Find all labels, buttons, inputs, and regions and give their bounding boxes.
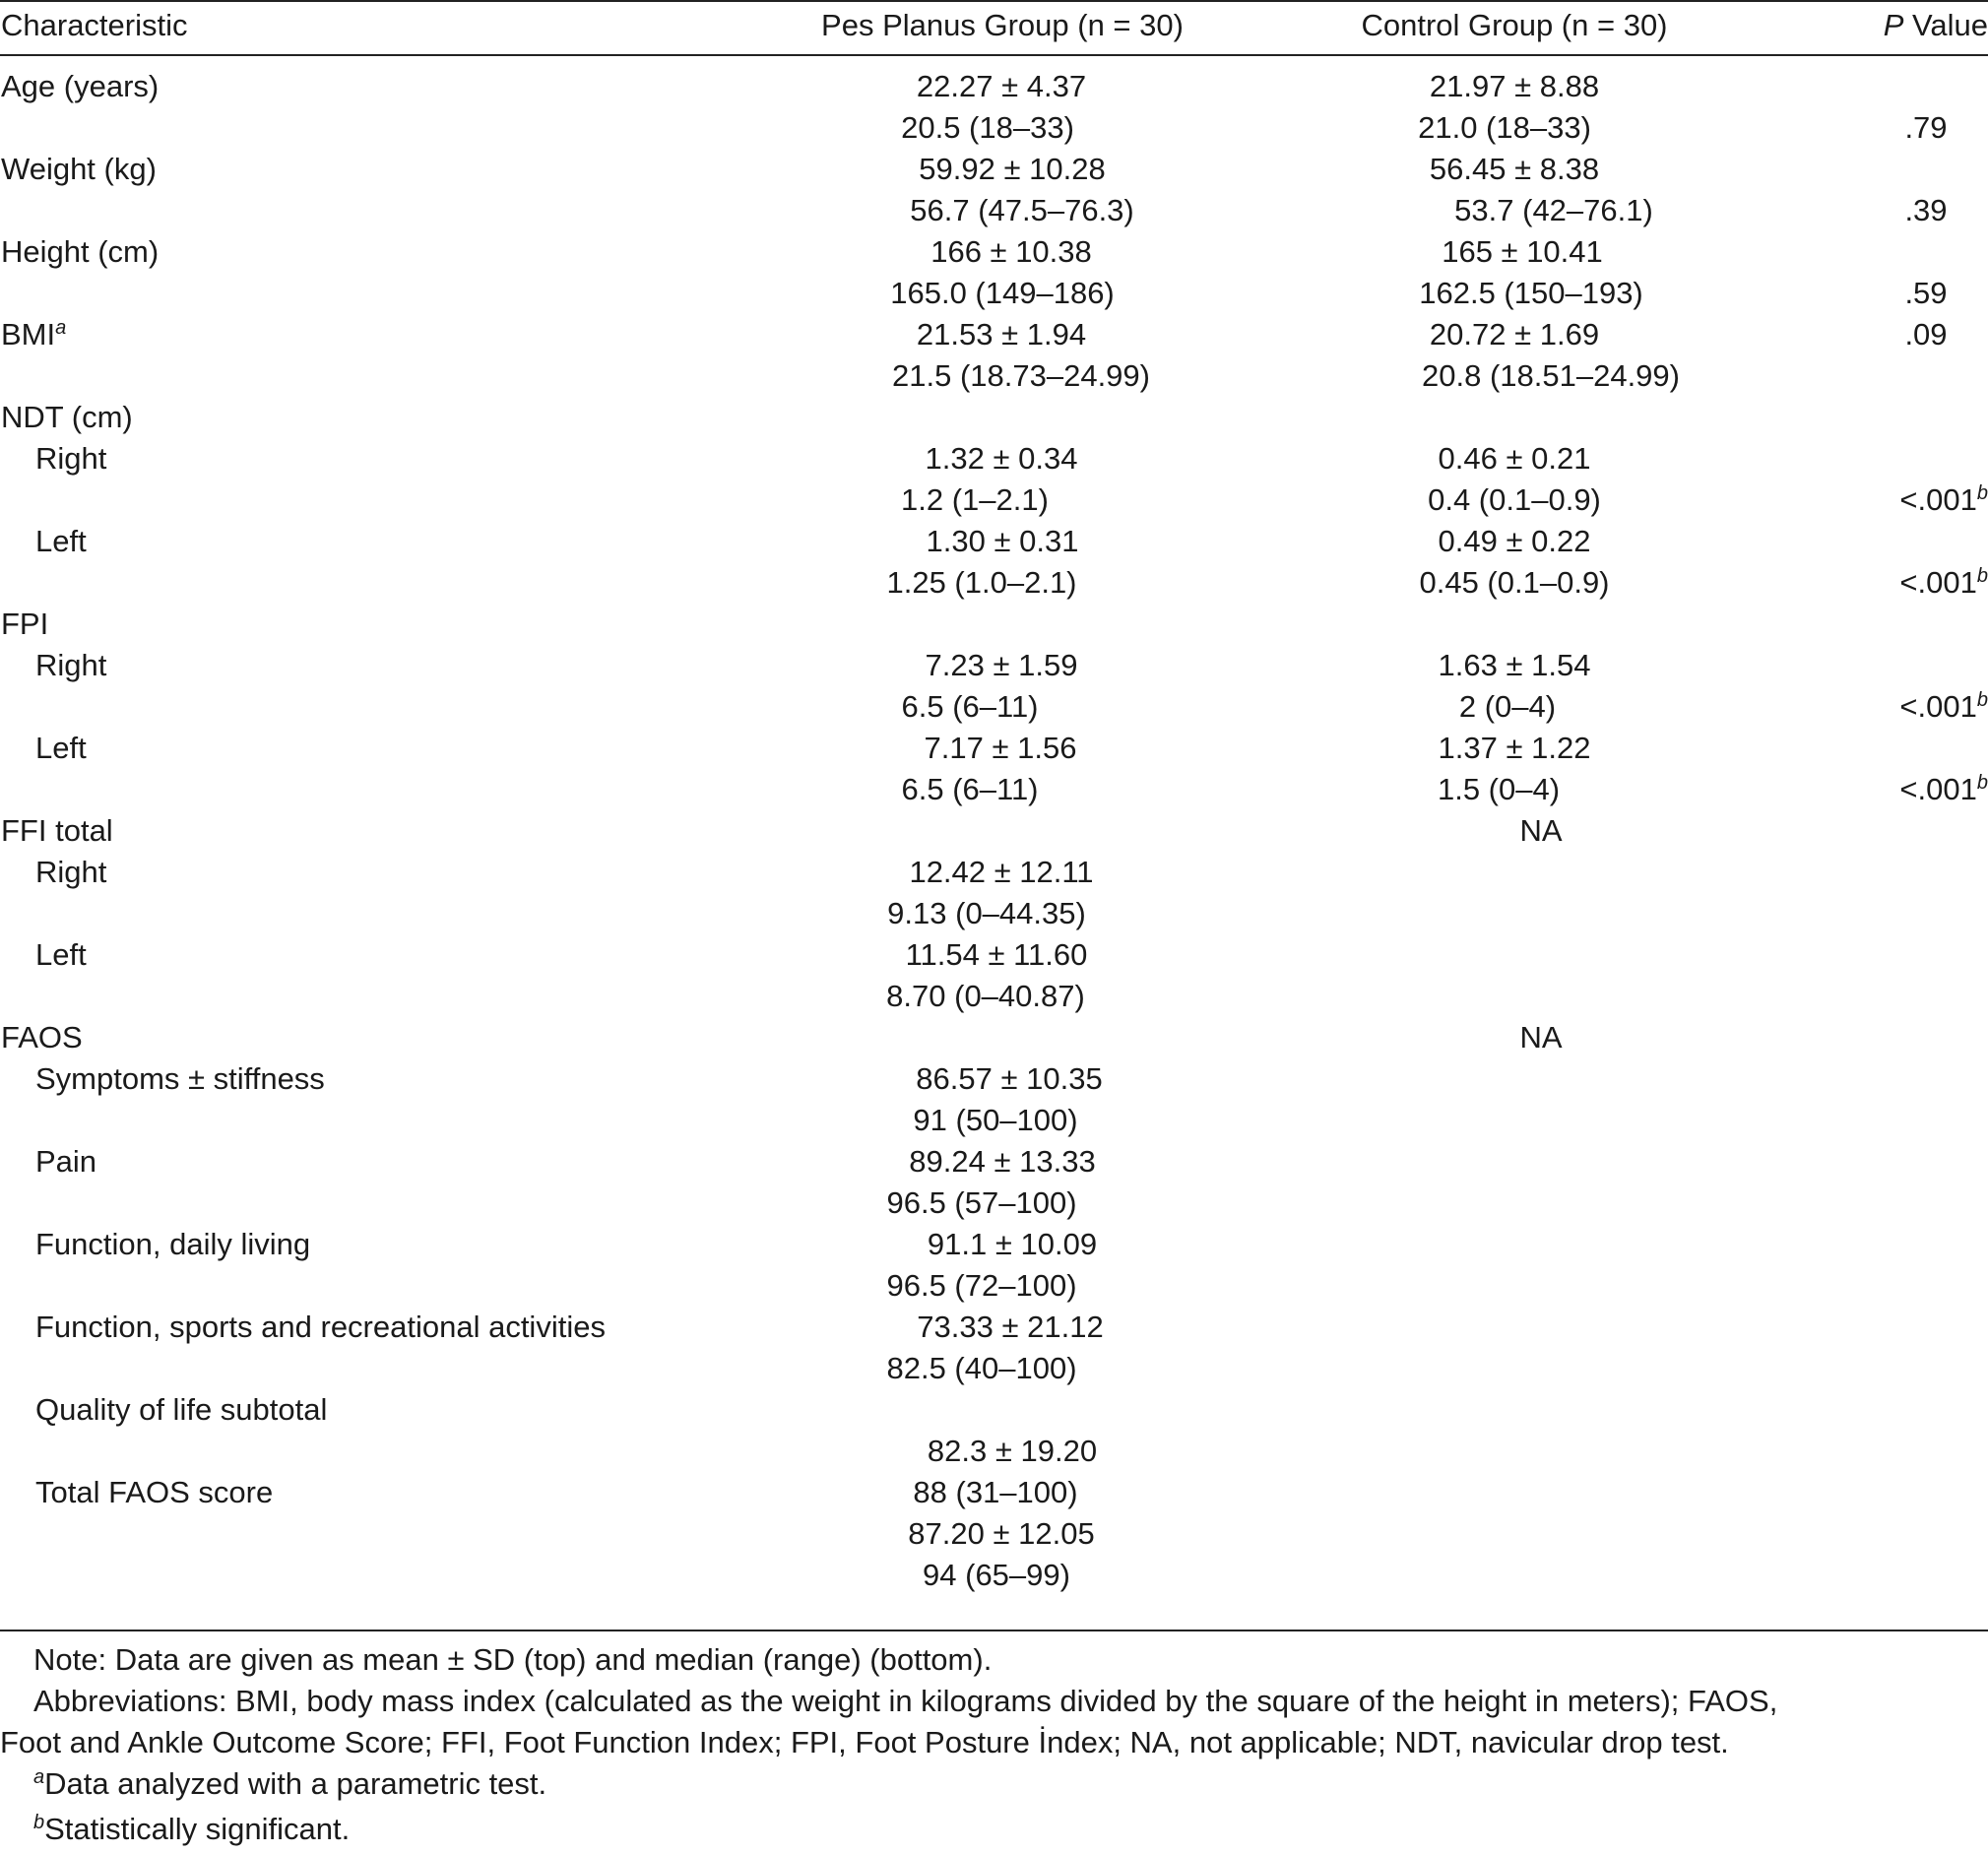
pes-planus-value: 56.7 (47.5–76.3) bbox=[910, 193, 1134, 227]
pes-planus-value: 1.25 (1.0–2.1) bbox=[886, 565, 1077, 600]
control-value: 1.5 (0–4) bbox=[1437, 772, 1561, 806]
pes-planus-value: 12.42 ± 12.11 bbox=[909, 855, 1094, 889]
pes-planus-value: 82.3 ± 19.20 bbox=[927, 1434, 1098, 1468]
row-label-text: Function, sports and recreational activities bbox=[35, 1310, 606, 1344]
pes-planus-value: 59.92 ± 10.28 bbox=[919, 152, 1106, 186]
pes-planus-value: 91 (50–100) bbox=[913, 1103, 1078, 1137]
row-label-text: FAOS bbox=[1, 1020, 83, 1055]
control-value: 0.46 ± 0.21 bbox=[1438, 441, 1591, 476]
footnote-a bbox=[0, 1763, 1988, 1809]
pes-planus-value: 6.5 (6–11) bbox=[901, 689, 1039, 724]
p-value bbox=[1899, 565, 1988, 605]
control-value: 56.45 ± 8.38 bbox=[1429, 152, 1600, 186]
header-p-rest: Value bbox=[1903, 8, 1988, 42]
row-label bbox=[1, 317, 66, 356]
pes-planus-value: 6.5 (6–11) bbox=[901, 772, 1039, 806]
row-label-text: Left bbox=[35, 731, 87, 765]
header-characteristic: Characteristic bbox=[1, 8, 188, 42]
control-value: 1.63 ± 1.54 bbox=[1438, 648, 1591, 682]
p-value-text: <.001 bbox=[1899, 565, 1977, 600]
row-label-text: FFI total bbox=[1, 813, 113, 848]
row-label bbox=[35, 1475, 273, 1510]
p-value-text: <.001 bbox=[1899, 772, 1977, 806]
header-p-value bbox=[1884, 8, 1988, 43]
control-value: 0.4 (0.1–0.9) bbox=[1428, 482, 1601, 517]
p-value-text: .59 bbox=[1904, 276, 1948, 310]
row-label bbox=[35, 1227, 310, 1262]
row-label-text: Symptoms ± stiffness bbox=[35, 1061, 325, 1096]
row-label bbox=[1, 813, 113, 849]
abbreviations-line-2: Foot and Ankle Outcome Score; FFI, Foot Function Index; FPI, Foot Posture İndex; NA, not applicable; NDT, navicular drop test. bbox=[0, 1725, 1729, 1759]
table-top-rule bbox=[0, 0, 1988, 2]
control-value: 1.37 ± 1.22 bbox=[1438, 731, 1591, 765]
pes-planus-value: 94 (65–99) bbox=[923, 1558, 1070, 1592]
pes-planus-value: 8.70 (0–40.87) bbox=[886, 979, 1085, 1013]
pes-planus-value: 96.5 (57–100) bbox=[886, 1185, 1077, 1220]
row-label-footnote-mark: a bbox=[55, 317, 67, 339]
row-label-text: BMI bbox=[1, 317, 56, 352]
control-value: 165 ± 10.41 bbox=[1442, 234, 1603, 269]
p-value bbox=[1899, 772, 1988, 811]
pes-planus-value: 9.13 (0–44.35) bbox=[887, 896, 1086, 930]
table-header-rule bbox=[0, 54, 1988, 56]
control-value: 53.7 (42–76.1) bbox=[1454, 193, 1653, 227]
pes-planus-value: 11.54 ± 11.60 bbox=[905, 937, 1088, 972]
p-value-text: <.001 bbox=[1899, 689, 1977, 724]
pes-planus-value: 87.20 ± 12.05 bbox=[908, 1516, 1095, 1551]
control-value: NA bbox=[1519, 813, 1563, 848]
pes-planus-value: 73.33 ± 21.12 bbox=[917, 1310, 1104, 1344]
pes-planus-value: 1.32 ± 0.34 bbox=[925, 441, 1078, 476]
p-value-text: <.001 bbox=[1899, 482, 1977, 517]
row-label bbox=[1, 400, 133, 435]
row-label-text: Left bbox=[35, 524, 87, 558]
pes-planus-value: 22.27 ± 4.37 bbox=[916, 69, 1087, 103]
control-value: NA bbox=[1519, 1020, 1563, 1055]
p-value bbox=[1904, 193, 1947, 228]
row-label bbox=[35, 1061, 325, 1097]
row-label-text: Right bbox=[35, 441, 107, 476]
p-value-text: .39 bbox=[1904, 193, 1948, 227]
pes-planus-value: 20.5 (18–33) bbox=[901, 110, 1074, 145]
row-label bbox=[35, 441, 106, 477]
pes-planus-value: 1.30 ± 0.31 bbox=[926, 524, 1079, 558]
p-value-text: .79 bbox=[1904, 110, 1948, 145]
control-value: 162.5 (150–193) bbox=[1419, 276, 1643, 310]
row-label bbox=[35, 731, 87, 766]
control-value: 20.8 (18.51–24.99) bbox=[1422, 358, 1680, 393]
row-label-text: Function, daily living bbox=[35, 1227, 311, 1261]
pes-planus-value: 21.5 (18.73–24.99) bbox=[892, 358, 1150, 393]
abbreviations-line-1: Abbreviations: BMI, body mass index (calculated as the weight in kilograms divided by the square of the height in meters); FAOS, bbox=[33, 1684, 1778, 1718]
row-label bbox=[1, 1020, 83, 1055]
pes-planus-value: 1.2 (1–2.1) bbox=[901, 482, 1049, 517]
row-label-text: Total FAOS score bbox=[35, 1475, 274, 1509]
header-pes-planus-group: Pes Planus Group (n = 30) bbox=[821, 8, 1184, 42]
row-label bbox=[1, 152, 157, 187]
footnote-b bbox=[0, 1809, 1988, 1854]
header-control-group: Control Group (n = 30) bbox=[1361, 8, 1668, 42]
row-label-text: Right bbox=[35, 648, 107, 682]
pes-planus-value: 96.5 (72–100) bbox=[886, 1268, 1077, 1303]
pes-planus-value: 86.57 ± 10.35 bbox=[916, 1061, 1103, 1096]
p-value bbox=[1904, 110, 1947, 146]
control-value: 2 (0–4) bbox=[1458, 689, 1557, 724]
row-label bbox=[35, 1310, 606, 1345]
footnote-a-mark: a bbox=[33, 1766, 45, 1788]
p-value bbox=[1904, 276, 1947, 311]
pes-planus-value: 165.0 (149–186) bbox=[890, 276, 1115, 310]
pes-planus-value: 91.1 ± 10.09 bbox=[927, 1227, 1098, 1261]
p-value bbox=[1899, 689, 1988, 729]
row-label bbox=[35, 1392, 327, 1428]
row-label bbox=[35, 648, 106, 683]
header-p-italic: P bbox=[1883, 8, 1904, 42]
footnote-b-mark: b bbox=[33, 1812, 45, 1833]
pes-planus-value: 7.17 ± 1.56 bbox=[924, 731, 1077, 765]
note-line: Note: Data are given as mean ± SD (top) and median (range) (bottom). bbox=[33, 1642, 993, 1677]
pes-planus-value: 7.23 ± 1.59 bbox=[925, 648, 1078, 682]
row-label-text: Left bbox=[35, 937, 87, 972]
p-value-text: .09 bbox=[1904, 317, 1948, 352]
row-label-text: FPI bbox=[1, 607, 49, 641]
row-label-text: Age (years) bbox=[1, 69, 160, 103]
row-label bbox=[1, 69, 159, 104]
p-value bbox=[1904, 317, 1947, 352]
p-value bbox=[1899, 482, 1988, 522]
footnote-b-text: Statistically significant. bbox=[44, 1812, 351, 1846]
row-label bbox=[35, 855, 106, 890]
footnote-a-text: Data analyzed with a parametric test. bbox=[44, 1766, 547, 1801]
row-label-text: Height (cm) bbox=[1, 234, 160, 269]
row-label-text: Pain bbox=[35, 1144, 97, 1179]
pes-planus-value: 89.24 ± 13.33 bbox=[909, 1144, 1096, 1179]
control-value: 0.45 (0.1–0.9) bbox=[1419, 565, 1610, 600]
control-value: 20.72 ± 1.69 bbox=[1429, 317, 1600, 352]
row-label-text: Weight (kg) bbox=[1, 152, 157, 186]
row-label-text: Right bbox=[35, 855, 107, 889]
pes-planus-value: 82.5 (40–100) bbox=[886, 1351, 1077, 1385]
pes-planus-value: 21.53 ± 1.94 bbox=[916, 317, 1087, 352]
p-value-footnote-mark: b bbox=[1976, 772, 1988, 794]
row-label bbox=[1, 607, 48, 642]
row-label bbox=[1, 234, 159, 270]
control-value: 21.0 (18–33) bbox=[1418, 110, 1591, 145]
row-label bbox=[35, 524, 87, 559]
pes-planus-value: 88 (31–100) bbox=[913, 1475, 1078, 1509]
pes-planus-value: 166 ± 10.38 bbox=[930, 234, 1092, 269]
p-value-footnote-mark: b bbox=[1976, 689, 1988, 711]
table-bottom-rule bbox=[0, 1630, 1988, 1631]
row-label-text: NDT (cm) bbox=[1, 400, 133, 434]
table-notes bbox=[0, 1639, 1988, 1854]
row-label bbox=[35, 937, 87, 973]
p-value-footnote-mark: b bbox=[1976, 565, 1988, 587]
row-label bbox=[35, 1144, 96, 1180]
row-label-text: Quality of life subtotal bbox=[35, 1392, 328, 1427]
control-value: 21.97 ± 8.88 bbox=[1429, 69, 1600, 103]
control-value: 0.49 ± 0.22 bbox=[1438, 524, 1591, 558]
p-value-footnote-mark: b bbox=[1976, 482, 1988, 504]
